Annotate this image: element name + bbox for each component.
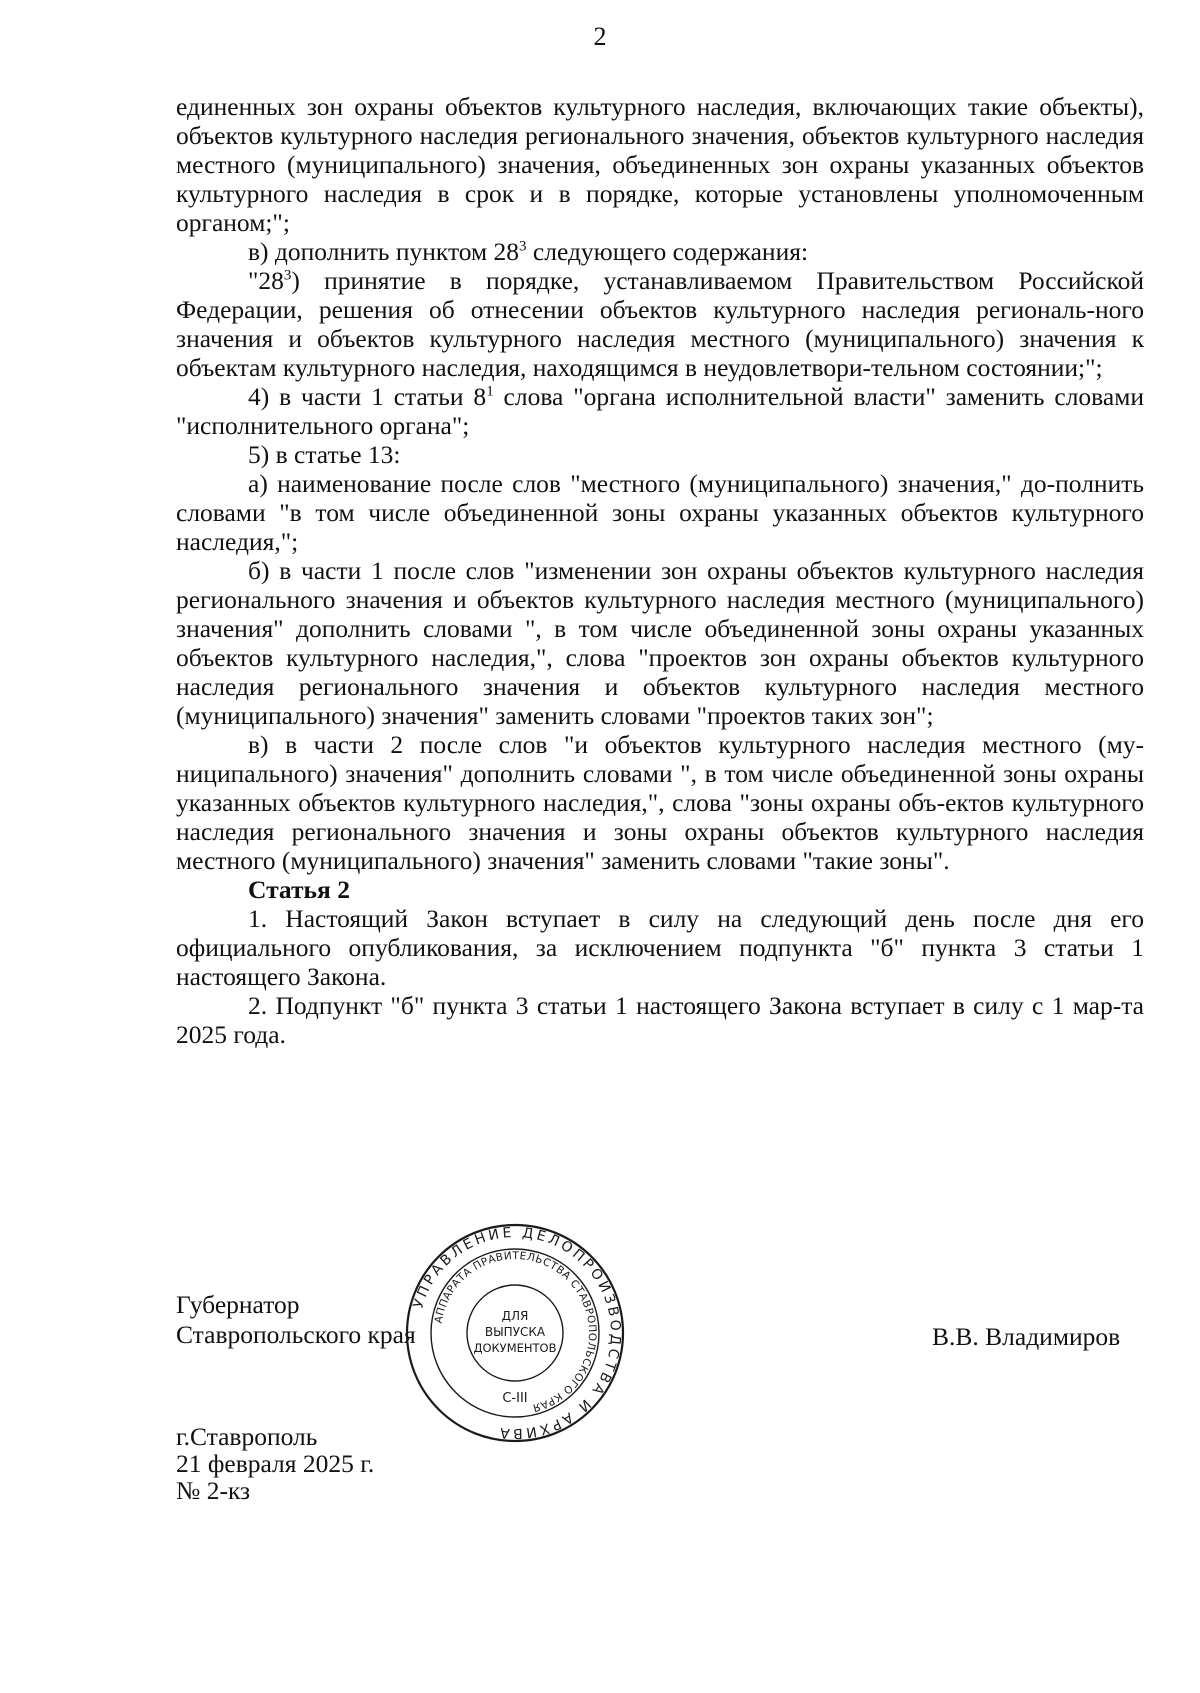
paragraph-item-5: 5) в статье 13: xyxy=(248,440,401,469)
paragraph-point-28-3: "$28^3$) принятие в порядке, устанавливаемом Правительством Российской Федерации, решения об отнесении объектов культурного наследия региональ-ного значения и объектов культурного наследия местного (муниципального) значения к объектам культурного наследия, находящимся в неудовлетвори-тельном состоянии;"; xyxy=(176,266,1144,382)
paragraph-item-5b: б) в части 1 после слов "изменении зон охраны объектов культурного наследия регионального значения и объектов культурного наследия местного (муниципального) значения" дополнить словами ", в том числе объединенной зоны охраны указанных объектов культурного наследия,", слова "проектов зон охраны объектов культурного наследия регионального значения и объектов культурного наследия местного (муниципального) значения" заменить словами "проектов таких зон"; xyxy=(176,556,1144,730)
paragraph-item-v: в) дополнить пунктом $28^3$ следующего содержания: xyxy=(248,237,809,266)
official-stamp-icon xyxy=(404,1222,626,1444)
stamp-center-line-1: ДЛЯ xyxy=(501,1309,529,1323)
paragraph-item-5a: а) наименование после слов "местного (муниципального) значения," до-полнить словами "в том числе объединенной зоны охраны указанных объектов культурного наследия,"; xyxy=(176,469,1144,556)
stamp-outer-text: УПРАВЛЕНИЕ ДЕЛОПРОИЗВОДСТВА И АРХИВА xyxy=(410,1224,624,1442)
stamp-center-line-2: ВЫПУСКА xyxy=(484,1325,546,1339)
date-of-signing: 21 февраля 2025 г. xyxy=(176,1449,375,1478)
law-number: № 2-кз xyxy=(176,1476,251,1505)
document-body xyxy=(176,92,1144,1049)
page-number: 2 xyxy=(593,22,607,51)
article-2-point-2: 2. Подпункт "б" пункта 3 статьи 1 настоящего Закона вступает в силу с 1 мар-та 2025 года. xyxy=(176,991,1144,1049)
stamp-bottom-code: С-III xyxy=(502,1391,528,1406)
signatory-name: В.В. Владимиров xyxy=(932,1322,1121,1351)
signatory-title xyxy=(176,1290,416,1350)
article-2-title: Статья 2 xyxy=(248,875,350,904)
paragraph-continuation: единенных зон охраны объектов культурного наследия, включающих такие объекты), объектов культурного наследия регионального значения, объектов культурного наследия местного (муниципального) значения, объединенных зон охраны указанных объектов культурного наследия в срок и в порядке, которые установлены уполномоченным органом;"; xyxy=(176,92,1144,237)
article-2-point-1: 1. Настоящий Закон вступает в силу на следующий день после дня его официального опубликования, за исключением подпункта "б" пункта 3 статьи 1 настоящего Закона. xyxy=(176,904,1144,991)
signatory-title-line-2: Ставропольского края xyxy=(176,1320,416,1349)
place-date-number xyxy=(176,1423,374,1504)
paragraph-item-5v: в) в части 2 после слов "и объектов культурного наследия местного (му-ниципального) значения" дополнить словами ", в том числе объединенной зоны охраны указанных объектов культурного наследия,", слова "зоны охраны объ-ектов культурного наследия регионального значения и зоны охраны объектов культурного наследия местного (муниципального) значения" заменить словами "такие зоны". xyxy=(176,730,1144,875)
place-of-signing: г.Ставрополь xyxy=(176,1422,318,1451)
stamp-inner-text: АППАРАТА ПРАВИТЕЛЬСТВА СТАВРОПОЛЬСКОГО КРАЯ xyxy=(432,1249,599,1414)
paragraph-item-4: 4) в части 1 статьи $8^1$ слова "органа исполнительной власти" заменить словами "исполнительного органа"; xyxy=(176,382,1144,440)
stamp-center-line-3: ДОКУМЕНТОВ xyxy=(473,1341,557,1355)
signatory-title-line-1: Губернатор xyxy=(176,1290,300,1319)
